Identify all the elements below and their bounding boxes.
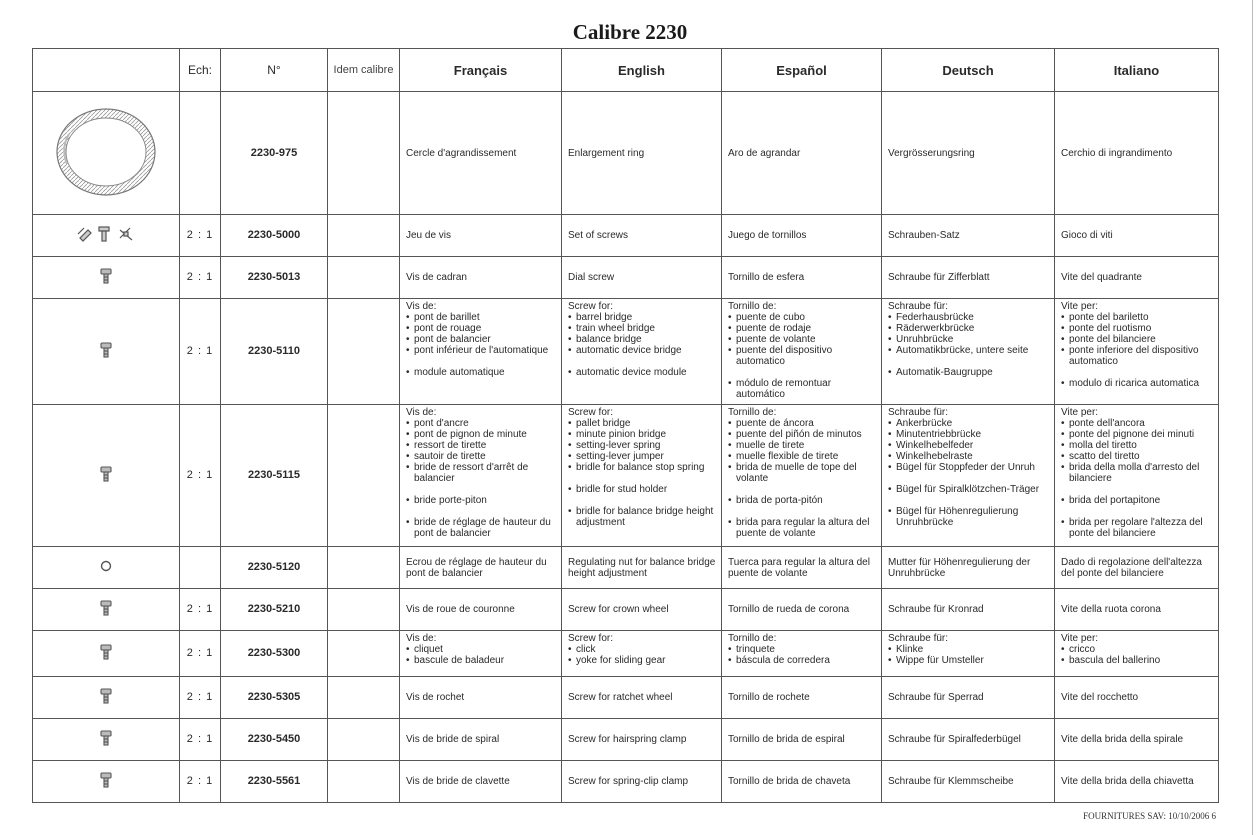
part-number: 2230-975	[221, 92, 328, 215]
description-text: Vite della brida della chiavetta	[1061, 776, 1194, 787]
list-item: • setting-lever spring	[568, 440, 717, 451]
part-image-cell	[33, 405, 180, 547]
description-text: Enlargement ring	[568, 147, 645, 159]
list-item: • brida de porta-pitón	[728, 495, 877, 506]
description-es	[722, 589, 882, 631]
list-item: • báscula de corredera	[728, 655, 877, 666]
part-number: 2230-5450	[221, 719, 328, 761]
description-text: Jeu de vis	[406, 230, 452, 241]
scale-cell: 2 : 1	[180, 631, 221, 677]
description-text: Tornillo de rochete	[728, 692, 810, 703]
description-list	[406, 312, 557, 378]
description-text: Vis de roue de couronne	[406, 604, 515, 615]
list-item: • bridle for stud holder	[568, 484, 717, 495]
screw-icon	[99, 652, 113, 663]
header-idem: Idem calibre	[328, 49, 400, 92]
list-item: • ponte del bilanciere	[1061, 334, 1214, 345]
description-text: Screw for:	[568, 633, 614, 644]
list-item: • Bügel für Höhenregulierung Unruhbrücke	[888, 506, 1050, 528]
description-text: Vis de bride de spiral	[406, 734, 500, 745]
description-list	[568, 418, 717, 528]
list-item: • ponte del ruotismo	[1061, 323, 1214, 334]
description-text: Juego de tornillos	[728, 230, 807, 241]
description-list	[888, 312, 1050, 378]
idem-calibre-cell	[328, 761, 400, 803]
description-it	[1055, 92, 1219, 215]
description-es	[722, 92, 882, 215]
list-item: • puente de áncora	[728, 418, 877, 429]
idem-calibre-cell	[328, 215, 400, 257]
description-list	[728, 418, 877, 539]
list-item: • automatic device module	[568, 367, 717, 378]
idem-calibre-cell	[328, 92, 400, 215]
part-image-cell	[33, 257, 180, 299]
list-item: • ponte dell'ancora	[1061, 418, 1214, 429]
part-number: 2230-5110	[221, 299, 328, 405]
list-item: • automatic device bridge	[568, 345, 717, 356]
description-de	[882, 719, 1055, 761]
description-text: Schrauben-Satz	[888, 230, 960, 241]
scale-cell: 2 : 1	[180, 215, 221, 257]
idem-calibre-cell	[328, 547, 400, 589]
table-row	[33, 215, 1219, 257]
idem-calibre-cell	[328, 719, 400, 761]
list-item: • Wippe für Umsteller	[888, 655, 1050, 666]
description-text: Schraube für Spiralfederbügel	[888, 734, 1021, 745]
description-text: Tornillo de:	[728, 407, 777, 418]
description-text: Vis de rochet	[406, 692, 465, 703]
part-number: 2230-5210	[221, 589, 328, 631]
description-de	[882, 547, 1055, 589]
description-de	[882, 631, 1055, 677]
scale-cell: 2 : 1	[180, 405, 221, 547]
description-de	[882, 215, 1055, 257]
part-number: 2230-5000	[221, 215, 328, 257]
list-item: • puente del piñón de minutos	[728, 429, 877, 440]
description-it	[1055, 547, 1219, 589]
description-text: Schraube für Sperrad	[888, 692, 984, 703]
enlargement-ring-image	[51, 192, 161, 203]
list-item: • barrel bridge	[568, 312, 717, 323]
description-text: Screw for hairspring clamp	[568, 734, 687, 745]
description-text: Schraube für Klemmscheibe	[888, 776, 1014, 787]
part-image-cell	[33, 761, 180, 803]
list-item: • ponte del pignone dei minuti	[1061, 429, 1214, 440]
part-image-cell	[33, 92, 180, 215]
description-it	[1055, 677, 1219, 719]
idem-calibre-cell	[328, 589, 400, 631]
description-text: Vis de cadran	[406, 272, 467, 283]
list-item: • pont inférieur de l'automatique	[406, 345, 557, 356]
description-de	[882, 405, 1055, 547]
description-en	[562, 677, 722, 719]
description-fr	[400, 92, 562, 215]
list-item: • bride de réglage de hauteur du pont de balancier	[406, 517, 557, 539]
list-item: • Räderwerkbrücke	[888, 323, 1050, 334]
description-en	[562, 92, 722, 215]
description-text: Dial screw	[568, 272, 615, 283]
description-es	[722, 215, 882, 257]
list-item: • puente de rodaje	[728, 323, 877, 334]
part-image-cell	[33, 547, 180, 589]
description-text: Vite per:	[1061, 407, 1099, 418]
part-number: 2230-5300	[221, 631, 328, 677]
screw-icon	[99, 350, 113, 361]
description-text: Vite della brida della spirale	[1061, 734, 1184, 745]
description-fr	[400, 719, 562, 761]
list-item: • Klinke	[888, 644, 1050, 655]
description-list	[1061, 418, 1214, 539]
list-item: • Minutentriebbrücke	[888, 429, 1050, 440]
description-es	[722, 547, 882, 589]
table-row	[33, 405, 1219, 547]
description-it	[1055, 589, 1219, 631]
header-deutsch: Deutsch	[882, 49, 1055, 92]
description-text: Schraube für:	[888, 407, 949, 418]
part-number: 2230-5115	[221, 405, 328, 547]
list-item: • Winkelhebelraste	[888, 451, 1050, 462]
description-list	[1061, 312, 1214, 389]
list-item: • bridle for balance stop spring	[568, 462, 717, 473]
description-text: Regulating nut for balance bridge height adjustment	[568, 556, 716, 579]
list-item: • scatto del tiretto	[1061, 451, 1214, 462]
description-text: Cercle d'agrandissement	[406, 147, 517, 159]
description-en	[562, 589, 722, 631]
description-text: Gioco di viti	[1061, 230, 1113, 241]
list-item: • cliquet	[406, 644, 557, 655]
list-item: • module automatique	[406, 367, 557, 378]
idem-calibre-cell	[328, 299, 400, 405]
description-text: Tornillo de brida de chaveta	[728, 776, 851, 787]
description-it	[1055, 631, 1219, 677]
list-item: • trinquete	[728, 644, 877, 655]
list-item: • pont de pignon de minute	[406, 429, 557, 440]
description-text: Tuerca para regular la altura del puente de volante	[728, 556, 870, 579]
description-text: Schraube für Zifferblatt	[888, 272, 990, 283]
screw-icon	[99, 276, 113, 287]
list-item: • ponte del bariletto	[1061, 312, 1214, 323]
header-row	[33, 49, 1219, 92]
description-text: Set of screws	[568, 230, 629, 241]
part-image-cell	[33, 631, 180, 677]
list-item: • Winkelhebelfeder	[888, 440, 1050, 451]
description-text: Screw for spring-clip clamp	[568, 776, 689, 787]
list-item: • puente de cubo	[728, 312, 877, 323]
page-title: Calibre 2230	[572, 20, 688, 44]
table-row	[33, 257, 1219, 299]
list-item: • pont de balancier	[406, 334, 557, 345]
description-text: Vis de:	[406, 301, 437, 312]
footer-note: FOURNITURES SAV: 10/10/2006 6	[1083, 811, 1216, 821]
header-number: N°	[221, 49, 328, 92]
list-item: • balance bridge	[568, 334, 717, 345]
description-en	[562, 215, 722, 257]
list-item: • Unruhbrücke	[888, 334, 1050, 345]
list-item: • Ankerbrücke	[888, 418, 1050, 429]
description-es	[722, 405, 882, 547]
list-item: • muelle de tirete	[728, 440, 877, 451]
description-es	[722, 761, 882, 803]
list-item: • pallet bridge	[568, 418, 717, 429]
description-text: Vis de:	[406, 633, 437, 644]
scale-cell: 2 : 1	[180, 257, 221, 299]
part-image-cell	[33, 589, 180, 631]
scale-cell: 2 : 1	[180, 299, 221, 405]
header-ech: Ech:	[180, 49, 221, 92]
description-text: Vis de bride de clavette	[406, 776, 510, 787]
part-image-cell	[33, 677, 180, 719]
list-item: • setting-lever jumper	[568, 451, 717, 462]
description-text: Tornillo de esfera	[728, 272, 805, 283]
description-text: Schraube für:	[888, 301, 949, 312]
table-row	[33, 547, 1219, 589]
description-text: Vite per:	[1061, 633, 1099, 644]
description-text: Vite del quadrante	[1061, 272, 1142, 283]
header-italiano: Italiano	[1055, 49, 1219, 92]
description-es	[722, 299, 882, 405]
idem-calibre-cell	[328, 257, 400, 299]
list-item: • cricco	[1061, 644, 1214, 655]
description-en	[562, 631, 722, 677]
list-item: • minute pinion bridge	[568, 429, 717, 440]
screw-icon	[99, 608, 113, 619]
list-item: • brida della molla d'arresto del bilanciere	[1061, 462, 1214, 484]
description-text: Aro de agrandar	[728, 147, 801, 159]
header-english: English	[562, 49, 722, 92]
description-list	[888, 644, 1050, 666]
screw-set-icon	[74, 236, 138, 247]
part-number: 2230-5013	[221, 257, 328, 299]
description-es	[722, 257, 882, 299]
description-text: Tornillo de brida de espiral	[728, 734, 845, 745]
description-list	[1061, 644, 1214, 666]
list-item: • Federhausbrücke	[888, 312, 1050, 323]
description-fr	[400, 547, 562, 589]
description-de	[882, 92, 1055, 215]
list-item: • brida del portapitone	[1061, 495, 1214, 506]
description-list	[728, 644, 877, 666]
description-es	[722, 719, 882, 761]
list-item: • puente del dispositivo automatico	[728, 345, 877, 367]
description-text: Dado di regolazione dell'altezza del ponte del bilanciere	[1061, 556, 1202, 579]
list-item: • Automatik-Baugruppe	[888, 367, 1050, 378]
description-fr	[400, 299, 562, 405]
description-it	[1055, 215, 1219, 257]
table-row	[33, 631, 1219, 677]
list-item: • brida per regolare l'altezza del ponte del bilanciere	[1061, 517, 1214, 539]
description-text: Screw for ratchet wheel	[568, 692, 673, 703]
list-item: • bascule de baladeur	[406, 655, 557, 666]
description-it	[1055, 719, 1219, 761]
list-item: • Bügel für Spiralklötzchen-Träger	[888, 484, 1050, 495]
page-edge-line	[1252, 0, 1253, 835]
description-es	[722, 677, 882, 719]
description-en	[562, 547, 722, 589]
list-item: • módulo de remontuar automático	[728, 378, 877, 400]
header-francais: Français	[400, 49, 562, 92]
description-text: Vis de:	[406, 407, 437, 418]
list-item: • pont de rouage	[406, 323, 557, 334]
description-fr	[400, 589, 562, 631]
description-it	[1055, 761, 1219, 803]
description-it	[1055, 405, 1219, 547]
description-list	[568, 644, 717, 666]
description-de	[882, 257, 1055, 299]
scale-cell: 2 : 1	[180, 677, 221, 719]
description-fr	[400, 631, 562, 677]
description-en	[562, 719, 722, 761]
description-text: Vite per:	[1061, 301, 1099, 312]
description-text: Screw for:	[568, 407, 614, 418]
part-number: 2230-5120	[221, 547, 328, 589]
screw-icon	[99, 738, 113, 749]
description-en	[562, 405, 722, 547]
screw-icon	[99, 696, 113, 707]
header-espanol: Español	[722, 49, 882, 92]
list-item: • yoke for sliding gear	[568, 655, 717, 666]
description-text: Schraube für:	[888, 633, 949, 644]
list-item: • molla del tiretto	[1061, 440, 1214, 451]
part-image-cell	[33, 215, 180, 257]
scale-cell	[180, 92, 221, 215]
idem-calibre-cell	[328, 631, 400, 677]
list-item: • train wheel bridge	[568, 323, 717, 334]
table-row	[33, 719, 1219, 761]
description-en	[562, 257, 722, 299]
idem-calibre-cell	[328, 405, 400, 547]
list-item: • bride porte-piton	[406, 495, 557, 506]
list-item: • modulo di ricarica automatica	[1061, 378, 1214, 389]
table-row	[33, 761, 1219, 803]
list-item: • ressort de tirette	[406, 440, 557, 451]
description-list	[728, 312, 877, 400]
description-text: Ecrou de réglage de hauteur du pont de balancier	[406, 556, 547, 579]
scale-cell: 2 : 1	[180, 719, 221, 761]
table-row	[33, 589, 1219, 631]
description-fr	[400, 215, 562, 257]
description-text: Vite del rocchetto	[1061, 692, 1139, 703]
part-image-cell	[33, 299, 180, 405]
description-text: Tornillo de:	[728, 301, 777, 312]
list-item: • click	[568, 644, 717, 655]
part-image-cell	[33, 719, 180, 761]
description-text: Screw for:	[568, 301, 614, 312]
table-row	[33, 677, 1219, 719]
description-de	[882, 589, 1055, 631]
description-text: Mutter für Höhenregulierung der Unruhbrücke	[888, 556, 1031, 579]
description-es	[722, 631, 882, 677]
description-de	[882, 299, 1055, 405]
scale-cell	[180, 547, 221, 589]
description-text: Vergrösserungsring	[888, 147, 975, 159]
screw-icon	[99, 474, 113, 485]
list-item: • bridle for balance bridge height adjustment	[568, 506, 717, 528]
description-text: Tornillo de:	[728, 633, 777, 644]
list-item: • Automatikbrücke, untere seite	[888, 345, 1050, 356]
idem-calibre-cell	[328, 677, 400, 719]
table-row	[33, 299, 1219, 405]
list-item: • pont de barillet	[406, 312, 557, 323]
description-it	[1055, 299, 1219, 405]
list-item: • pont d'ancre	[406, 418, 557, 429]
description-text: Vite della ruota corona	[1061, 604, 1161, 615]
list-item: • sautoir de tirette	[406, 451, 557, 462]
header-image	[33, 49, 180, 92]
nut-icon	[99, 565, 113, 576]
description-fr	[400, 257, 562, 299]
description-de	[882, 677, 1055, 719]
description-list	[406, 418, 557, 539]
table-row	[33, 92, 1219, 215]
list-item: • bride de ressort d'arrêt de balancier	[406, 462, 557, 484]
description-de	[882, 761, 1055, 803]
list-item: • puente de volante	[728, 334, 877, 345]
parts-table	[32, 48, 1219, 803]
description-list	[568, 312, 717, 378]
list-item: • Bügel für Stoppfeder der Unruh	[888, 462, 1050, 473]
description-fr	[400, 405, 562, 547]
description-text: Schraube für Kronrad	[888, 604, 984, 615]
description-text: Screw for crown wheel	[568, 604, 669, 615]
description-list	[406, 644, 557, 666]
description-text: Cerchio di ingrandimento	[1061, 147, 1173, 159]
screw-icon	[99, 780, 113, 791]
description-en	[562, 299, 722, 405]
description-en	[562, 761, 722, 803]
description-fr	[400, 677, 562, 719]
description-list	[888, 418, 1050, 528]
description-text: Tornillo de rueda de corona	[728, 604, 850, 615]
description-fr	[400, 761, 562, 803]
list-item: • ponte inferiore del dispositivo automatico	[1061, 345, 1214, 367]
list-item: • bascula del ballerino	[1061, 655, 1214, 666]
list-item: • muelle flexible de tirete	[728, 451, 877, 462]
description-it	[1055, 257, 1219, 299]
part-number: 2230-5305	[221, 677, 328, 719]
list-item: • brida de muelle de tope del volante	[728, 462, 877, 484]
part-number: 2230-5561	[221, 761, 328, 803]
list-item: • brida para regular la altura del puente de volante	[728, 517, 877, 539]
scale-cell: 2 : 1	[180, 589, 221, 631]
scale-cell: 2 : 1	[180, 761, 221, 803]
